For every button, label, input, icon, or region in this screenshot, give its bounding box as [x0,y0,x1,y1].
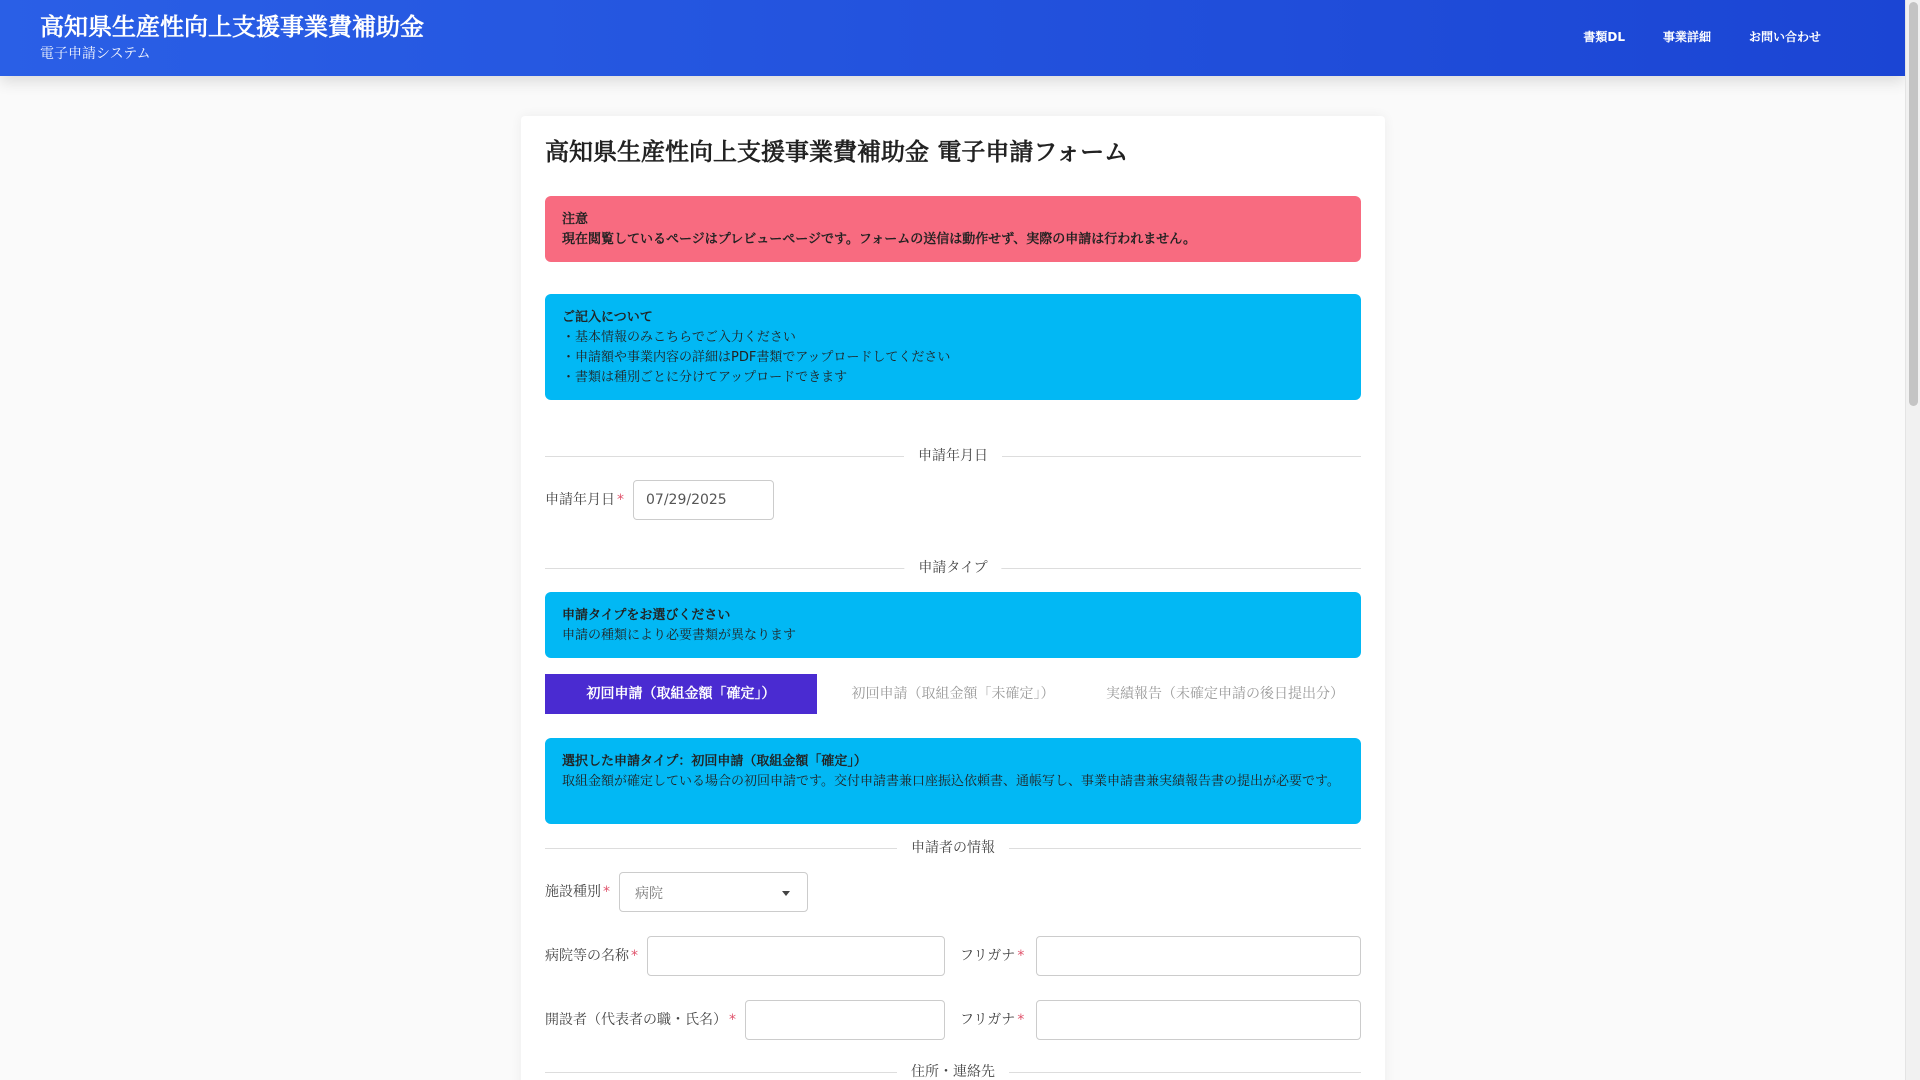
required-mark: * [617,492,624,508]
type-notice-title: 申請タイプをお選びください [562,608,731,623]
guide-item: ・基本情報のみこちらでご入力ください [562,330,796,345]
page-scrollbar[interactable] [1905,0,1920,1080]
nav-documents-download[interactable]: 書類DL [1583,30,1625,44]
facility-furigana-label-text: フリガナ [960,948,1016,964]
section-title-type: 申請タイプ [904,558,1001,578]
caret-down-icon [782,891,790,896]
date-label-text: 申請年月日 [545,492,615,508]
facility-type-select[interactable] [619,872,808,912]
facility-furigana-label [960,946,1024,966]
form-title: 高知県生産性向上支援事業費補助金 電子申請フォーム [545,138,1129,166]
form-card [521,116,1385,1080]
section-title-address: 住所・連絡先 [897,1062,1009,1080]
tab-initial-unconfirmed[interactable]: 初回申請（取組金額「未確定」） [851,686,1055,702]
required-mark: * [1017,948,1025,964]
type-notice-body: 申請の種類により必要書類が異なります [562,628,797,643]
required-mark: * [1017,1012,1025,1028]
founder-name-input[interactable] [745,1000,945,1040]
brand[interactable] [40,12,424,64]
nav-project-details[interactable]: 事業詳細 [1662,30,1711,44]
required-mark: * [603,884,610,900]
preview-warning [545,196,1361,262]
date-label [545,490,624,510]
selected-type-body: 取組金額が確定している場合の初回申請です。交付申請書兼口座振込依頼書、通帳写し、事業申請書兼実績報告書の提出が必要です。 [562,774,1340,789]
section-divider-type [545,558,1361,578]
facility-type-label-text: 施設種別 [545,884,601,900]
founder-furigana-label [960,1010,1024,1030]
facility-furigana-input[interactable] [1036,936,1361,976]
facility-type-value: 病院 [635,886,663,902]
founder-label [545,1010,736,1030]
required-mark: * [729,1012,736,1028]
founder-label-text: 開設者（代表者の職・氏名） [545,1012,727,1028]
section-divider-applicant [545,838,1361,858]
facility-name-label [545,946,638,966]
founder-furigana-label-text: フリガナ [960,1012,1016,1028]
facility-name-input[interactable] [647,936,945,976]
guide-item: ・書類は種別ごとに分けてアップロードできます [562,370,848,385]
guide-title: ご記入について [562,310,653,325]
application-type-tabs [545,674,1361,714]
section-title-applicant: 申請者の情報 [897,838,1009,858]
tab-initial-confirmed[interactable]: 初回申請（取組金額「確定」） [545,674,817,714]
brand-subtitle: 電子申請システム [40,46,151,62]
section-divider-address [545,1062,1361,1080]
guide-item: ・申請額や事業内容の詳細はPDF書類でアップロードしてください [562,350,951,365]
selected-type-notice [545,738,1361,824]
section-divider-date [545,446,1361,466]
nav-contact[interactable]: お問い合わせ [1748,30,1821,44]
warning-body: 現在閲覧しているページはプレビューページです。フォームの送信は動作せず、実際の申請は行われません。 [562,232,1197,247]
application-date-input[interactable] [633,480,774,520]
section-title-date: 申請年月日 [904,446,1002,466]
top-navbar [0,0,1905,76]
founder-furigana-input[interactable] [1036,1000,1361,1040]
type-selection-notice [545,592,1361,658]
tab-results-report[interactable]: 実績報告（未確定申請の後日提出分） [1106,686,1344,702]
facility-type-label [545,882,610,902]
nav-links [1583,28,1821,45]
entry-guide [545,294,1361,400]
required-mark: * [631,948,638,964]
scrollbar-thumb[interactable] [1909,2,1918,406]
warning-title: 注意 [562,212,589,227]
facility-name-label-text: 病院等の名称 [545,948,629,964]
selected-type-title: 選択した申請タイプ：初回申請（取組金額「確定」） [562,754,867,769]
brand-title[interactable]: 高知県生産性向上支援事業費補助金 [40,13,424,41]
